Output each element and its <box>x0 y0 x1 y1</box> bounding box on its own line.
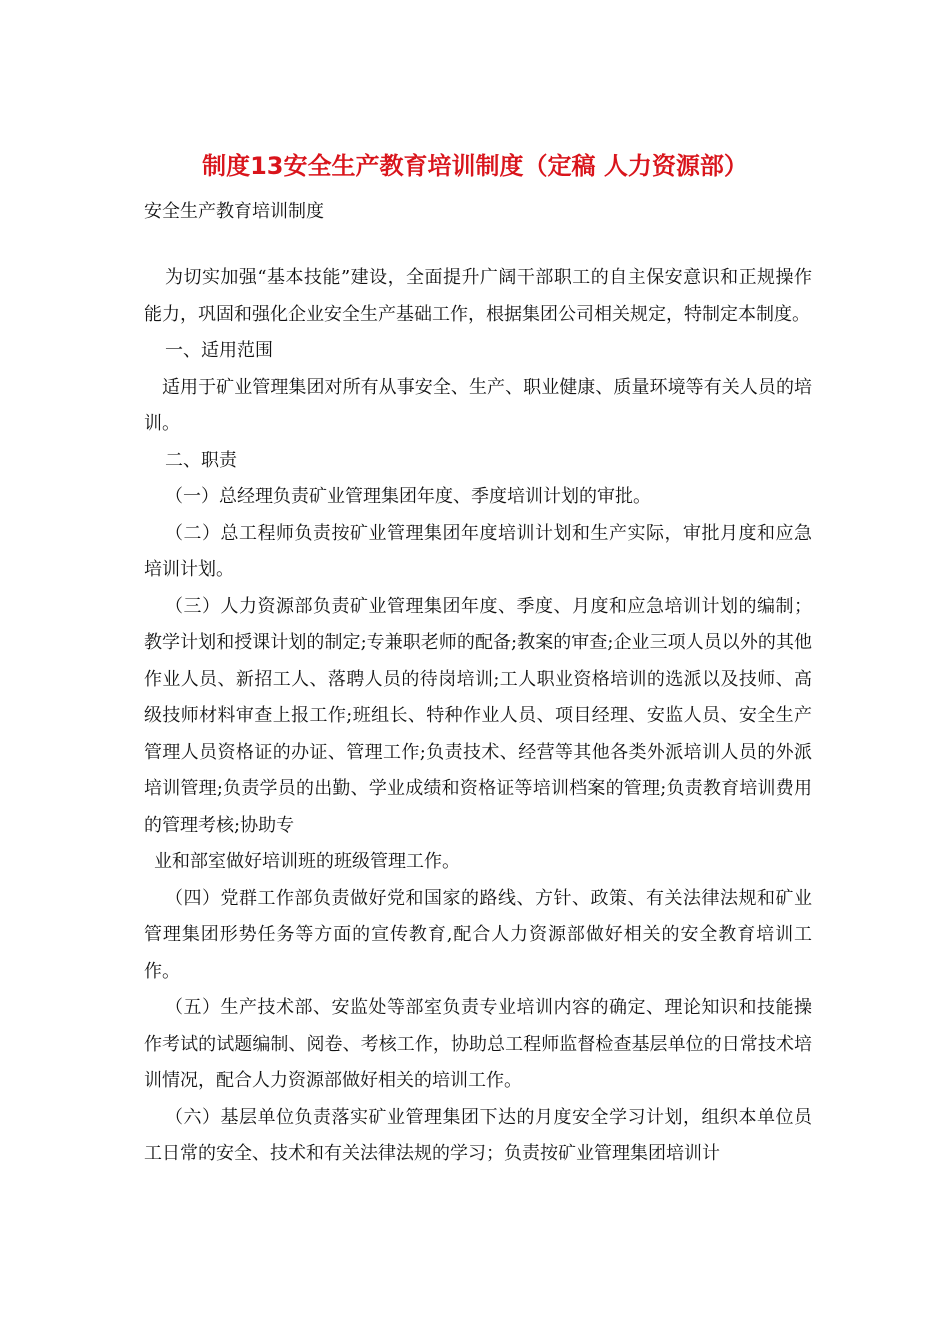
document-subtitle: 安全生产教育培训制度 <box>144 201 324 222</box>
section-heading-duties: 二、职责 <box>165 449 237 471</box>
duty-item-4: （四）党群工作部负责做好党和国家的路线、方针、政策、有关法律法规和矿业管理集团形势任务等方面的宣传教育,配合人力资源部做好相关的安全教育培训工作。 <box>144 887 812 982</box>
scope-paragraph: 适用于矿业管理集团对所有从事安全、生产、职业健康、质量环境等有关人员的培训。 <box>144 376 812 434</box>
duty-item-6: （六）基层单位负责落实矿业管理集团下达的月度安全学习计划，组织本单位员工日常的安全、技术和有关法律法规的学习；负责按矿业管理集团培训计 <box>144 1106 812 1164</box>
intro-paragraph: 为切实加强“基本技能”建设，全面提升广阔干部职工的自主保安意识和正规操作能力，巩固和强化企业安全生产基础工作，根据集团公司相关规定，特制定本制度。 <box>144 267 812 325</box>
document-body <box>144 260 812 1173</box>
document-title: 制度13安全生产教育培训制度（定稿 人力资源部） <box>202 152 748 180</box>
duty-item-5: （五）生产技术部、安监处等部室负责专业培训内容的确定、理论知识和技能操作考试的试题编制、阅卷、考核工作，协助总工程师监督检查基层单位的日常技术培训情况，配合人力资源部做好相关的培训工作。 <box>144 997 812 1091</box>
duty-item-3: （三）人力资源部负责矿业管理集团年度、季度、月度和应急培训计划的编制；教学计划和授课计划的制定;专兼职老师的配备;教案的审查;企业三项人员以外的其他作业人员、新招工人、落聘人员的待岗培训;工人职业资格培训的选派以及技师、高级技师材料审查上报工作;班组长、特种作业人员、项目经理、安监人员、安全生产管理人员资格证的办证、管理工作;负责技术、经营等其他各类外派培训人员的外派培训管理;负责学员的出勤、学业成绩和资格证等培训档案的管理;负责教育培训费用的管理考核;协助专 <box>144 595 812 836</box>
duty-item-3-continued: 业和部室做好培训班的班级管理工作。 <box>154 851 460 872</box>
duty-item-1: （一）总经理负责矿业管理集团年度、季度培训计划的审批。 <box>165 486 651 507</box>
section-heading-scope: 一、适用范围 <box>165 340 273 361</box>
duty-item-2: （二）总工程师负责按矿业管理集团年度培训计划和生产实际，审批月度和应急培训计划。 <box>144 522 812 580</box>
